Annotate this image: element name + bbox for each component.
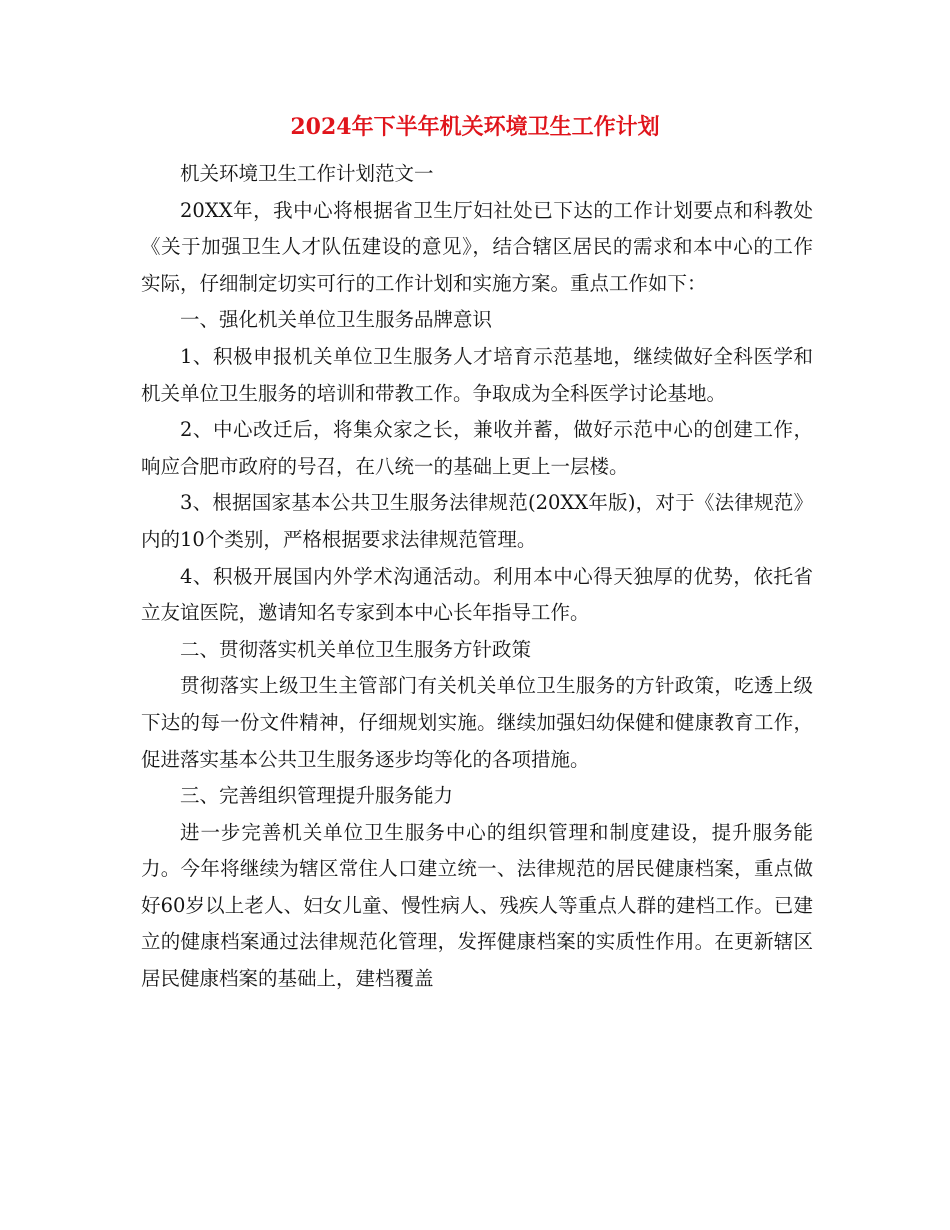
paragraph-section-2: 贯彻落实上级卫生主管部门有关机关单位卫生服务的方针政策，吃透上级下达的每一份文件精神，仔细规划实施。继续加强妇幼保健和健康教育工作，促进落实基本公共卫生服务逐步均等化的各项措施。 bbox=[141, 674, 813, 771]
paragraph-intro: 20XX年，我中心将根据省卫生厅妇社处已下达的工作计划要点和科教处《关于加强卫生人才队伍建设的意见》，结合辖区居民的需求和本中心的工作实际，仔细制定切实可行的工作计划和实施方案。重点工作如下： bbox=[141, 198, 813, 295]
section-heading-3: 三、完善组织管理提升服务能力 bbox=[180, 784, 454, 808]
paragraph-item-1: 1、积极申报机关单位卫生服务人才培育示范基地，继续做好全科医学和机关单位卫生服务的培训和带教工作。争取成为全科医学讨论基地。 bbox=[141, 344, 813, 405]
document-title: 2024年下半年机关环境卫生工作计划 bbox=[290, 114, 660, 140]
paragraph-item-3: 3、根据国家基本公共卫生服务法律规范(20XX年版)，对于《法律规范》内的10个类别，严格根据要求法律规范管理。 bbox=[141, 491, 813, 551]
paragraph-section-3: 进一步完善机关单位卫生服务中心的组织管理和制度建设，提升服务能力。今年将继续为辖区常住人口建立统一、法律规范的居民健康档案，重点做好60岁以上老人、妇女儿童、慢性病人、残疾人等重点人群的建档工作。已建立的健康档案通过法律规范化管理，发挥健康档案的实质性作用。在更新辖区居民健康档案的基础上，建档覆盖 bbox=[141, 820, 813, 991]
document-body bbox=[141, 156, 813, 998]
paragraph-item-2: 2、中心改迁后，将集众家之长，兼收并蓄，做好示范中心的创建工作，响应合肥市政府的号召，在八统一的基础上更上一层楼。 bbox=[141, 418, 813, 478]
paragraph-item-4: 4、积极开展国内外学术沟通活动。利用本中心得天独厚的优势，依托省立友谊医院，邀请知名专家到本中心长年指导工作。 bbox=[141, 564, 813, 625]
section-heading-1: 一、强化机关单位卫生服务品牌意识 bbox=[180, 308, 493, 332]
section-heading-2: 二、贯彻落实机关单位卫生服务方针政策 bbox=[180, 637, 532, 661]
paragraph-subtitle: 机关环境卫生工作计划范文一 bbox=[180, 162, 434, 185]
